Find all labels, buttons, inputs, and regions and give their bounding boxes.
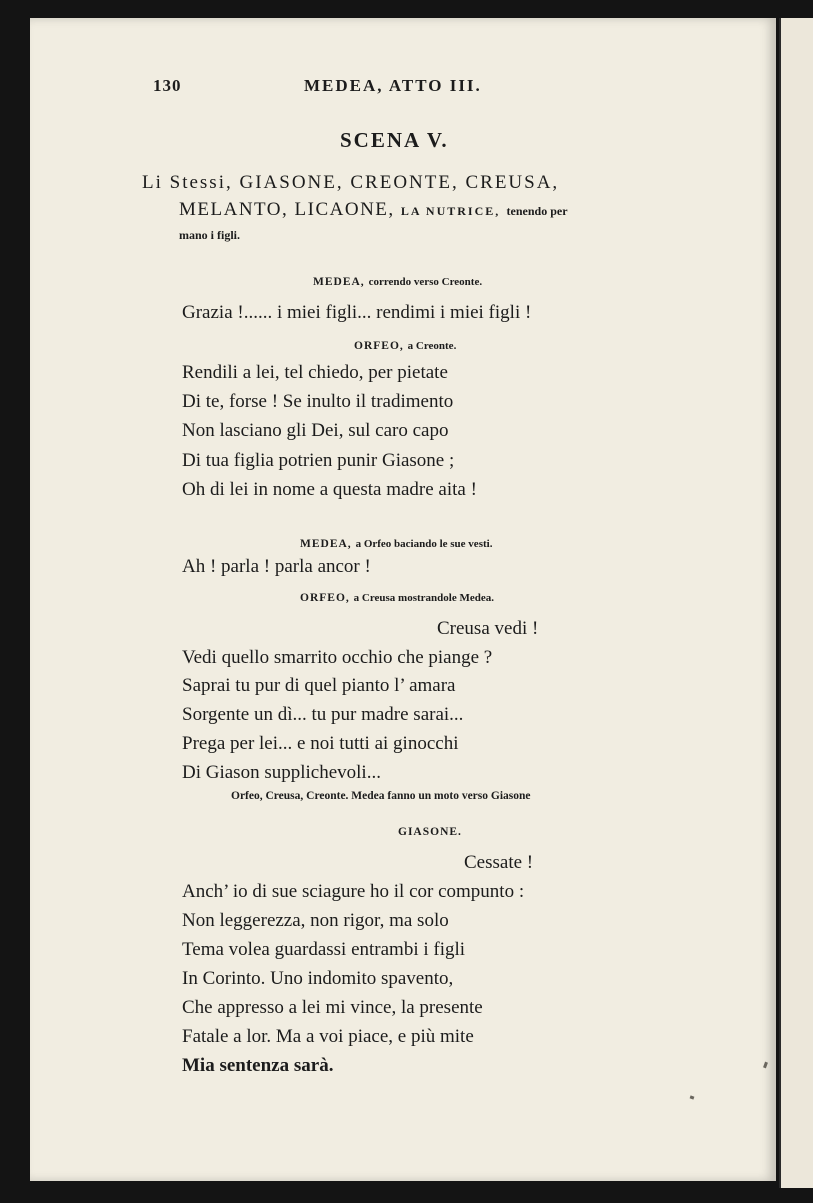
verse-line: Di tua figlia potrien punir Giasone ;	[182, 450, 455, 471]
scene-title: SCENA V.	[340, 128, 449, 152]
cast-names-1: GIASONE, CREONTE, CREUSA,	[239, 172, 560, 193]
speaker-name: MEDEA,	[300, 538, 352, 550]
verse-line: Che appresso a lei mi vince, la presente	[182, 997, 483, 1018]
page-number: 130	[153, 76, 182, 95]
verse-line: Di te, forse ! Se inulto il tradimento	[182, 391, 454, 412]
speaker-line	[398, 826, 462, 838]
verse-line: Rendili a lei, tel chiedo, per pietate	[182, 362, 448, 383]
verse-line: Di Giason supplichevoli...	[182, 762, 381, 783]
verse-line: Fatale a lor. Ma a voi piace, e più mite	[182, 1026, 474, 1047]
verse-line: Mia sentenza sarà.	[182, 1055, 334, 1076]
verse-line: Cessate !	[464, 852, 534, 873]
running-title: MEDEA, ATTO III.	[304, 76, 482, 95]
cast-nurse: LA NUTRICE,	[400, 204, 501, 218]
verse-line: Tema volea guardassi entrambi i figli	[182, 939, 466, 960]
verse-line: Non lasciano gli Dei, sul caro capo	[182, 420, 449, 441]
stage-direction-line: Orfeo, Creusa, Creonte. Medea fanno un moto verso Giasone	[231, 790, 531, 802]
cast-prefix: Li Stessi,	[142, 172, 233, 193]
stage-direction: a Creusa mostrandole Medea.	[353, 592, 494, 604]
verse-line: Creusa vedi !	[437, 618, 539, 639]
verse-line: Ah ! parla ! parla ancor !	[182, 556, 371, 577]
speaker-name: GIASONE.	[398, 826, 462, 838]
verse-line: Vedi quello smarrito occhio che piange ?	[182, 647, 493, 668]
verse-line: Sorgente un dì... tu pur madre sarai...	[182, 704, 464, 725]
verse-line: Anch’ io di sue sciagure ho il cor compunto :	[182, 881, 525, 902]
verse-line: Saprai tu pur di quel pianto l’ amara	[182, 675, 456, 696]
cast-names-2: MELANTO, LICAONE,	[179, 199, 395, 220]
verse-line: Grazia !...... i miei figli... rendimi i miei figli !	[182, 302, 532, 323]
verse-line: Prega per lei... e noi tutti ai ginocchi	[182, 733, 459, 754]
stage-direction: a Orfeo baciando le sue vesti.	[355, 538, 493, 550]
verse-line: In Corinto. Uno indomito spavento,	[182, 968, 454, 989]
speaker-name: ORFEO,	[354, 340, 404, 352]
speaker-line	[300, 592, 494, 604]
speaker-name: ORFEO,	[300, 592, 350, 604]
speaker-line	[313, 276, 482, 288]
verse-line: Oh di lei in nome a questa madre aita !	[182, 479, 477, 500]
speaker-name: MEDEA,	[313, 276, 365, 288]
cast-line-3: mano i figli.	[179, 228, 241, 242]
cast-direction: tenendo per	[506, 204, 568, 218]
speaker-line	[300, 538, 492, 550]
next-page-edge	[779, 18, 813, 1188]
stage-direction: correndo verso Creonte.	[368, 276, 483, 288]
cast-line-1	[142, 172, 559, 194]
cast-line-2	[179, 199, 568, 221]
stage-direction: a Creonte.	[407, 340, 457, 352]
verse-line: Non leggerezza, non rigor, ma solo	[182, 910, 449, 931]
speaker-line	[354, 340, 456, 352]
